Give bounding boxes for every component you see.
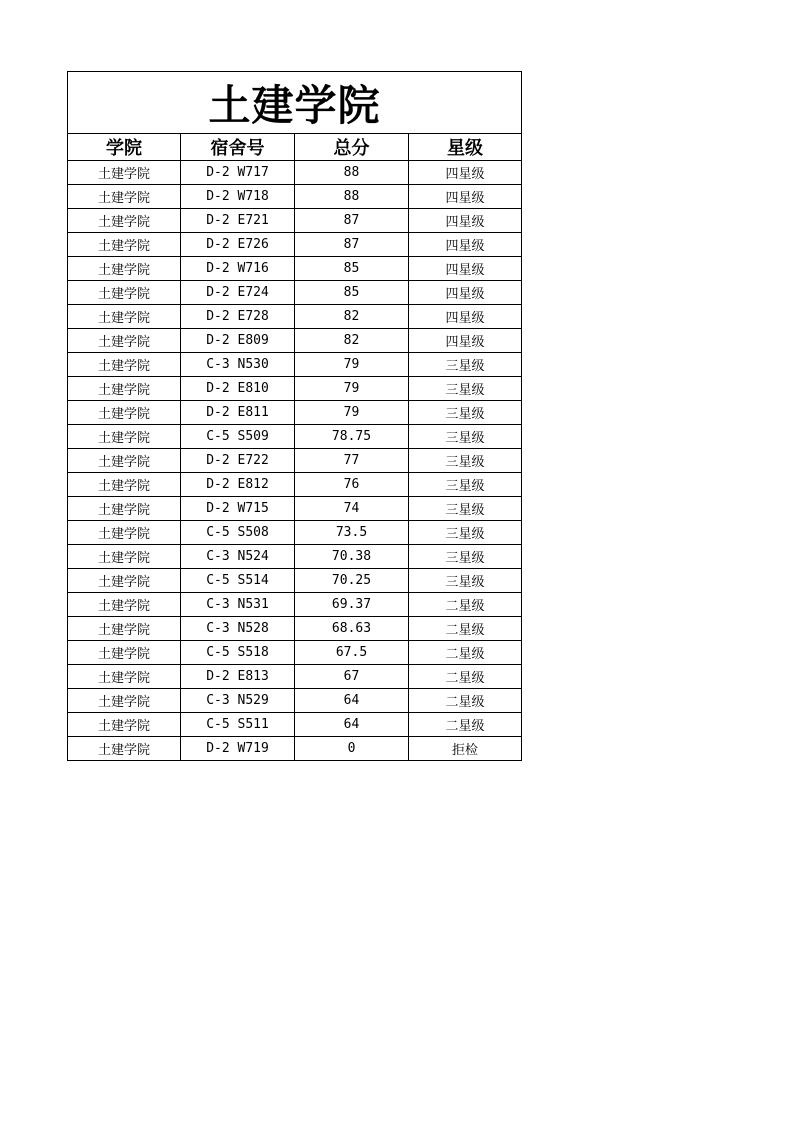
cell-room: C-3 N524 bbox=[181, 545, 295, 569]
cell-score: 76 bbox=[295, 473, 409, 497]
header-row bbox=[68, 134, 522, 161]
cell-college: 土建学院 bbox=[68, 233, 181, 257]
table-row bbox=[68, 425, 522, 449]
cell-star: 三星级 bbox=[409, 569, 522, 593]
cell-score: 67.5 bbox=[295, 641, 409, 665]
cell-room: D-2 E810 bbox=[181, 377, 295, 401]
table-row bbox=[68, 545, 522, 569]
cell-score: 85 bbox=[295, 281, 409, 305]
table-row bbox=[68, 689, 522, 713]
cell-score: 70.38 bbox=[295, 545, 409, 569]
cell-room: D-2 E724 bbox=[181, 281, 295, 305]
column-header-college: 学院 bbox=[68, 134, 181, 161]
table-row bbox=[68, 569, 522, 593]
cell-score: 64 bbox=[295, 713, 409, 737]
table-row bbox=[68, 209, 522, 233]
cell-room: C-3 N530 bbox=[181, 353, 295, 377]
cell-star: 三星级 bbox=[409, 353, 522, 377]
table-row bbox=[68, 713, 522, 737]
cell-star: 四星级 bbox=[409, 233, 522, 257]
cell-college: 土建学院 bbox=[68, 305, 181, 329]
cell-star: 四星级 bbox=[409, 281, 522, 305]
cell-star: 三星级 bbox=[409, 449, 522, 473]
cell-star: 二星级 bbox=[409, 641, 522, 665]
table-row bbox=[68, 329, 522, 353]
cell-score: 79 bbox=[295, 377, 409, 401]
cell-star: 三星级 bbox=[409, 377, 522, 401]
cell-college: 土建学院 bbox=[68, 545, 181, 569]
cell-college: 土建学院 bbox=[68, 449, 181, 473]
cell-star: 三星级 bbox=[409, 521, 522, 545]
cell-score: 88 bbox=[295, 185, 409, 209]
table-row bbox=[68, 401, 522, 425]
cell-star: 四星级 bbox=[409, 257, 522, 281]
cell-college: 土建学院 bbox=[68, 257, 181, 281]
table-row bbox=[68, 641, 522, 665]
cell-star: 二星级 bbox=[409, 593, 522, 617]
cell-room: D-2 E728 bbox=[181, 305, 295, 329]
cell-college: 土建学院 bbox=[68, 425, 181, 449]
table-row bbox=[68, 449, 522, 473]
table-row bbox=[68, 521, 522, 545]
cell-college: 土建学院 bbox=[68, 209, 181, 233]
table-row bbox=[68, 593, 522, 617]
cell-score: 68.63 bbox=[295, 617, 409, 641]
cell-college: 土建学院 bbox=[68, 353, 181, 377]
cell-college: 土建学院 bbox=[68, 617, 181, 641]
column-header-room: 宿舍号 bbox=[181, 134, 295, 161]
cell-star: 四星级 bbox=[409, 161, 522, 185]
cell-star: 三星级 bbox=[409, 497, 522, 521]
cell-star: 二星级 bbox=[409, 713, 522, 737]
cell-college: 土建学院 bbox=[68, 641, 181, 665]
table-row bbox=[68, 233, 522, 257]
cell-room: D-2 W717 bbox=[181, 161, 295, 185]
cell-score: 74 bbox=[295, 497, 409, 521]
cell-room: C-5 S508 bbox=[181, 521, 295, 545]
cell-college: 土建学院 bbox=[68, 281, 181, 305]
table-row bbox=[68, 497, 522, 521]
table-row bbox=[68, 281, 522, 305]
cell-room: D-2 W718 bbox=[181, 185, 295, 209]
cell-room: C-3 N529 bbox=[181, 689, 295, 713]
cell-score: 69.37 bbox=[295, 593, 409, 617]
cell-score: 78.75 bbox=[295, 425, 409, 449]
dormitory-score-table bbox=[67, 71, 522, 761]
cell-score: 82 bbox=[295, 305, 409, 329]
cell-score: 88 bbox=[295, 161, 409, 185]
cell-score: 73.5 bbox=[295, 521, 409, 545]
cell-score: 79 bbox=[295, 401, 409, 425]
table-row bbox=[68, 737, 522, 761]
cell-star: 三星级 bbox=[409, 401, 522, 425]
cell-room: D-2 E811 bbox=[181, 401, 295, 425]
cell-star: 三星级 bbox=[409, 545, 522, 569]
cell-college: 土建学院 bbox=[68, 497, 181, 521]
cell-score: 87 bbox=[295, 233, 409, 257]
cell-score: 85 bbox=[295, 257, 409, 281]
cell-score: 64 bbox=[295, 689, 409, 713]
table-row bbox=[68, 377, 522, 401]
cell-room: D-2 E726 bbox=[181, 233, 295, 257]
cell-college: 土建学院 bbox=[68, 473, 181, 497]
cell-room: C-5 S514 bbox=[181, 569, 295, 593]
title-row bbox=[68, 72, 522, 134]
cell-room: D-2 W715 bbox=[181, 497, 295, 521]
cell-star: 三星级 bbox=[409, 473, 522, 497]
cell-college: 土建学院 bbox=[68, 713, 181, 737]
cell-room: D-2 E813 bbox=[181, 665, 295, 689]
cell-star: 二星级 bbox=[409, 689, 522, 713]
cell-score: 87 bbox=[295, 209, 409, 233]
cell-college: 土建学院 bbox=[68, 377, 181, 401]
cell-room: C-3 N531 bbox=[181, 593, 295, 617]
cell-star: 四星级 bbox=[409, 305, 522, 329]
cell-room: C-5 S511 bbox=[181, 713, 295, 737]
cell-room: C-5 S509 bbox=[181, 425, 295, 449]
table-title: 土建学院 bbox=[68, 72, 522, 134]
cell-room: D-2 W719 bbox=[181, 737, 295, 761]
cell-college: 土建学院 bbox=[68, 593, 181, 617]
cell-room: C-3 N528 bbox=[181, 617, 295, 641]
table-row bbox=[68, 305, 522, 329]
cell-star: 四星级 bbox=[409, 185, 522, 209]
cell-star: 四星级 bbox=[409, 329, 522, 353]
cell-college: 土建学院 bbox=[68, 689, 181, 713]
cell-college: 土建学院 bbox=[68, 185, 181, 209]
cell-score: 70.25 bbox=[295, 569, 409, 593]
cell-star: 二星级 bbox=[409, 617, 522, 641]
cell-star: 三星级 bbox=[409, 425, 522, 449]
cell-star: 拒检 bbox=[409, 737, 522, 761]
table-row bbox=[68, 161, 522, 185]
cell-star: 二星级 bbox=[409, 665, 522, 689]
cell-room: C-5 S518 bbox=[181, 641, 295, 665]
cell-score: 77 bbox=[295, 449, 409, 473]
cell-room: D-2 E721 bbox=[181, 209, 295, 233]
cell-room: D-2 W716 bbox=[181, 257, 295, 281]
column-header-star: 星级 bbox=[409, 134, 522, 161]
cell-score: 82 bbox=[295, 329, 409, 353]
table-row bbox=[68, 185, 522, 209]
cell-score: 0 bbox=[295, 737, 409, 761]
cell-college: 土建学院 bbox=[68, 665, 181, 689]
cell-room: D-2 E809 bbox=[181, 329, 295, 353]
table-row bbox=[68, 353, 522, 377]
cell-college: 土建学院 bbox=[68, 401, 181, 425]
cell-score: 79 bbox=[295, 353, 409, 377]
cell-score: 67 bbox=[295, 665, 409, 689]
cell-college: 土建学院 bbox=[68, 737, 181, 761]
cell-room: D-2 E722 bbox=[181, 449, 295, 473]
cell-college: 土建学院 bbox=[68, 329, 181, 353]
cell-college: 土建学院 bbox=[68, 569, 181, 593]
column-header-score: 总分 bbox=[295, 134, 409, 161]
cell-room: D-2 E812 bbox=[181, 473, 295, 497]
cell-college: 土建学院 bbox=[68, 161, 181, 185]
table-row bbox=[68, 617, 522, 641]
cell-star: 四星级 bbox=[409, 209, 522, 233]
table-row bbox=[68, 473, 522, 497]
cell-college: 土建学院 bbox=[68, 521, 181, 545]
table-row bbox=[68, 665, 522, 689]
table-row bbox=[68, 257, 522, 281]
